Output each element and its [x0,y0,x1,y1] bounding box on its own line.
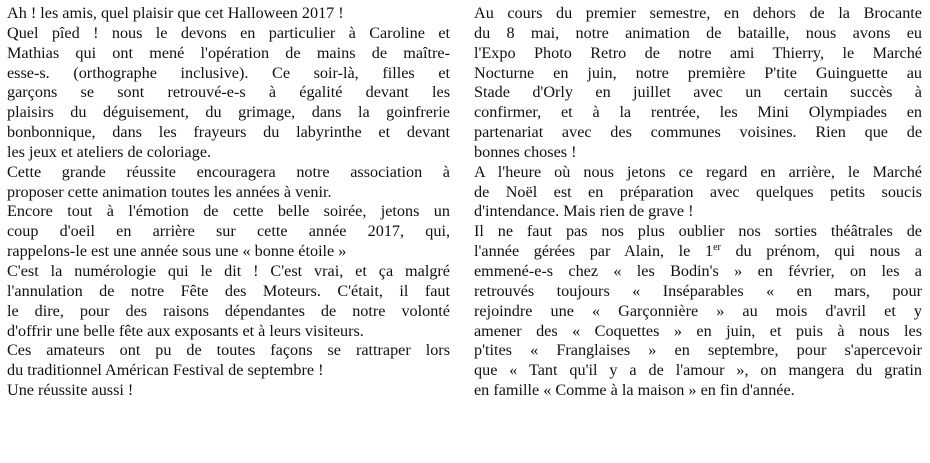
text-line: emmené-e-s chez « les Bodin's » en février, on les a [474,261,922,280]
text-line: Nocturne en juin, notre première P'tite Guinguette au [474,63,922,82]
text-line: de Noël est en préparation avec quelques petits soucis [474,182,922,201]
text-line: bonbonnique, dans les frayeurs du labyrinthe et devant [7,123,450,142]
text-line: rappelons-le est une année sous une « bonne étoile » [7,242,347,261]
text-fragment: du prénom, qui nous a [720,242,922,261]
text-line: A l'heure où nous jetons ce regard en arrière, le Marché [474,162,922,181]
text-line: Mathias qui ont mené l'opération de mains de maître- [7,43,450,62]
paragraph-first-semester [474,4,922,163]
text-line: le dire, pour des raisons dépendantes de notre volonté [7,301,450,320]
text-line: Une réussite aussi ! [7,381,134,400]
text-line: partenariat avec des communes voisines. Rien que de [474,123,922,142]
text-line: du 8 mai, notre animation de bataille, nous avons eu [474,23,922,42]
text-line: amener des « Coquettes » en juin, et puis à nous les [474,321,922,340]
text-line: Au cours du premier semestre, en dehors de la Brocante [474,4,922,22]
text-line: coup d'oeil en arrière sur cette année 2017, qui, [7,222,450,241]
paragraph-success [7,163,450,203]
text-line: d'offrir une belle fête aux exposants et à leurs visiteurs. [7,321,364,340]
text-line: retrouvés toujours « Inséparables « en mars, pour [474,281,922,300]
text-line: rejoindre une « Garçonnière » au mois d'avril et y [474,301,922,320]
text-line: Ah ! les amis, quel plaisir que cet Halloween 2017 ! [7,4,344,22]
text-fragment: l'année gérées par Alain, le 1 [474,242,714,261]
text-line: du traditionnel Américan Festival de septembre ! [7,361,324,380]
text-line: Stade d'Orly en juillet avec un certain succès à [474,83,922,102]
right-column [474,4,922,401]
text-line: l'Expo Photo Retro de notre ami Thierry, le Marché [474,43,922,62]
text-line: Il ne faut pas nos plus oublier nos sorties théâtrales de [474,222,922,241]
text-line: garçons se sont retrouvé-e-s à égalité devant les [7,83,450,102]
text-line: esse-s. (orthographe inclusive). Ce soir-là, filles et [7,63,450,82]
text-line: Quel pîed ! nous le devons en particulier à Caroline et [7,23,450,42]
text-line: C'est la numérologie qui le dit ! C'est vrai, et ça malgré [7,261,450,280]
text-line: p'tites « Franglaises » en septembre, pour s'apercevoir [474,341,922,360]
text-line: plaisirs du déguisement, du grimage, dans la goinfrerie [7,103,450,122]
left-column [7,4,450,401]
text-line: l'annulation de notre Fête des Moteurs. C'était, il faut [7,281,450,300]
text-line: Ces amateurs ont pu de toutes façons se rattraper lors [7,341,450,360]
paragraph-christmas-market [474,163,922,223]
text-line: confirmer, et à la rentrée, les Mini Olympiades en [474,103,922,122]
text-line: en famille « Comme à la maison » en fin d'année. [474,381,795,400]
text-line: d'intendance. Mais rien de grave ! [474,202,694,221]
paragraph-also-success [7,381,450,401]
text-line: que « Tant qu'il y a de l'amour », on mangera du gratin [474,361,922,380]
text-line: Cette grande réussite encouragera notre association à [7,162,450,181]
paragraph-american-festival [7,341,450,381]
paragraph-halloween [7,4,450,163]
text-line: Encore tout à l'émotion de cette belle soirée, jetons un [7,202,450,221]
paragraph-numerology [7,262,450,341]
text-line: bonnes choses ! [474,142,577,161]
text-line-with-superscript [474,242,922,262]
text-line: proposer cette animation toutes les années à venir. [7,182,332,201]
paragraph-theatre-outings [474,222,922,401]
ordinal-superscript: er [713,242,721,254]
paragraph-look-back [7,202,450,262]
text-line: les jeux et ateliers de coloriage. [7,142,212,161]
